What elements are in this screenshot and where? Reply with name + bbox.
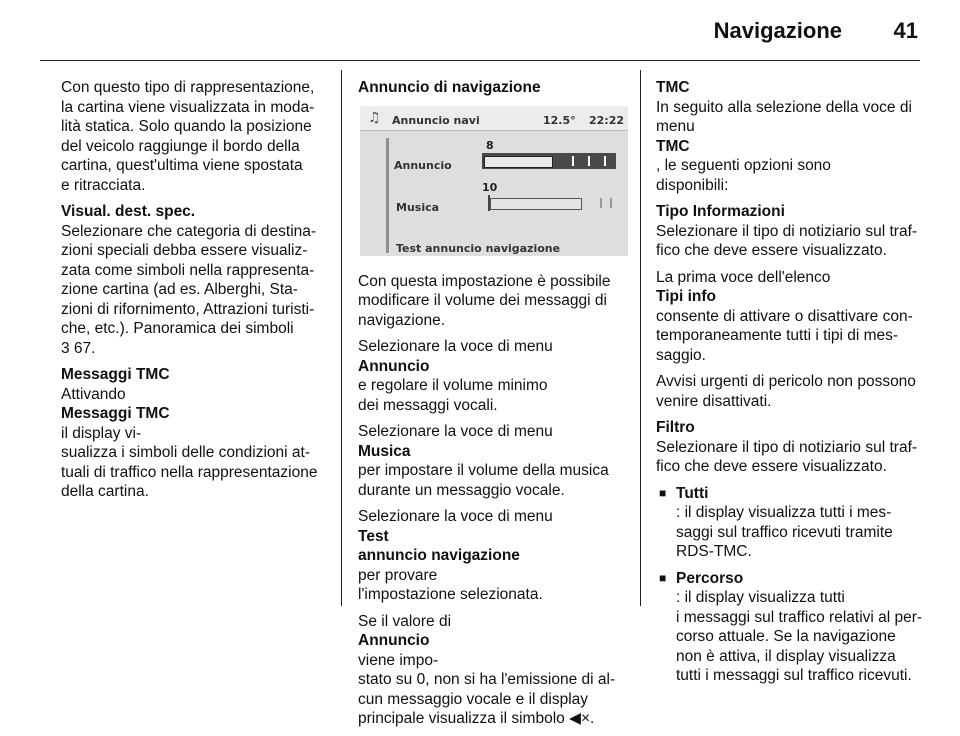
tmc-messages-heading: Messaggi TMC (61, 366, 170, 383)
musica-volume-slider[interactable] (488, 195, 620, 211)
filter-heading: Filtro (656, 419, 695, 436)
tmc-intro-paragraph: In seguito alla selezione della voce di menu TMC , le seguenti opzioni sono disponibili: (656, 98, 912, 194)
column-3 (656, 78, 946, 693)
menu-item-annuncio[interactable]: Annuncio (394, 158, 452, 172)
column-1 (61, 78, 333, 509)
intro-paragraph: Con questo tipo di rappresentazione, la cartina viene visualizzata in moda- lità statica. Solo quando la posizione del veicolo raggiunge il bordo della cartina, quest'ultima viene spostata e ritracciata. (61, 79, 315, 194)
header-rule (40, 60, 920, 61)
menu-item-musica[interactable]: Musica (396, 200, 440, 214)
column-2 (358, 78, 634, 736)
tmc-heading: TMC (656, 79, 690, 96)
urgent-warnings-paragraph: Avvisi urgenti di pericolo non possono venire disattivati. (656, 373, 916, 410)
column-divider-1 (341, 70, 342, 606)
musica-value: 10 (482, 180, 498, 194)
nav-announcement-heading: Annuncio di navigazione (358, 79, 541, 96)
music-note-icon: ♫ (368, 109, 381, 126)
visual-dest-heading: Visual. dest. spec. (61, 203, 196, 220)
zero-value-note: Se il valore di Annuncio viene impo- stato su 0, non si ha l'emissione di al- cun messaggio vocale e il display principale visualizza il simbolo ◀×. (358, 612, 616, 727)
nav-announcement-screen (360, 106, 628, 256)
annuncio-instruction: Selezionare la voce di menu Annuncio e regolare il volume minimo dei messaggi vocali. (358, 338, 553, 414)
symbol-reference[interactable]: 3 67. (61, 339, 96, 357)
bullet-square-icon: ■ (659, 485, 667, 500)
test-instruction: Selezionare la voce di menu Test annuncio navigazione per provare l'impostazione selezionata. (358, 508, 553, 603)
info-types-list-paragraph: La prima voce dell'elenco Tipi info consente di attivare o disattivare con- temporaneamente tutti i tipi di mes- saggio. (656, 268, 913, 364)
musica-instruction: Selezionare la voce di menu Musica per impostare il volume della musica durante un messaggio vocale. (358, 423, 609, 499)
info-type-paragraph: Selezionare il tipo di notiziario sul traf- fico che deve essere visualizzato. (656, 222, 918, 259)
musica-volume-fill (490, 198, 582, 210)
page-header-title: Navigazione (713, 18, 842, 43)
screen-clock: 22:22 (589, 113, 625, 127)
screen-temperature: 12.5° (543, 113, 576, 127)
screen-title-bar (360, 106, 628, 131)
menu-item-test-announcement[interactable]: Test annuncio navigazione (396, 241, 561, 255)
tmc-messages-paragraph: Attivando Messaggi TMC il display vi- sualizza i simboli delle condizioni at- tuali di traffico nella rappresentazione della cartina. (61, 385, 318, 500)
annuncio-value: 8 (486, 138, 494, 152)
screen-title: Annuncio navi (392, 113, 480, 127)
bullet-square-icon: ■ (659, 570, 667, 585)
annuncio-volume-slider[interactable] (482, 153, 616, 169)
info-type-heading: Tipo Informazioni (656, 203, 785, 220)
filter-paragraph: Selezionare il tipo di notiziario sul traf- fico che deve essere visualizzato. (656, 438, 918, 475)
page-number: 41 (893, 18, 918, 43)
screen-menu-line (386, 138, 389, 253)
annuncio-volume-fill (484, 156, 553, 168)
list-item-percorso: ■ Percorso : il display visualizza tutti i messaggi sul traffico relativi al per- corso attuale. Se la navigazione non è attiva, il display visualizza tutti i messaggi sul traffico ricevuti. (656, 569, 946, 686)
setting-description: Con questa impostazione è possibile modificare il volume dei messaggi di navigazione. (358, 272, 611, 329)
list-item-tutti: ■ Tutti : il display visualizza tutti i mes- saggi sul traffico ricevuti tramite RDS-TMC. (656, 484, 946, 562)
column-divider-2 (640, 70, 641, 606)
visual-dest-paragraph: Selezionare che categoria di destina- zioni speciali debba essere visualiz- zata come simboli nella rappresenta- zione cartina (ad es. Alberghi, Sta- zioni di rifornimento, Attrazioni turisti- che, etc.). Panoramica dei simboli 3 67. (61, 222, 333, 359)
